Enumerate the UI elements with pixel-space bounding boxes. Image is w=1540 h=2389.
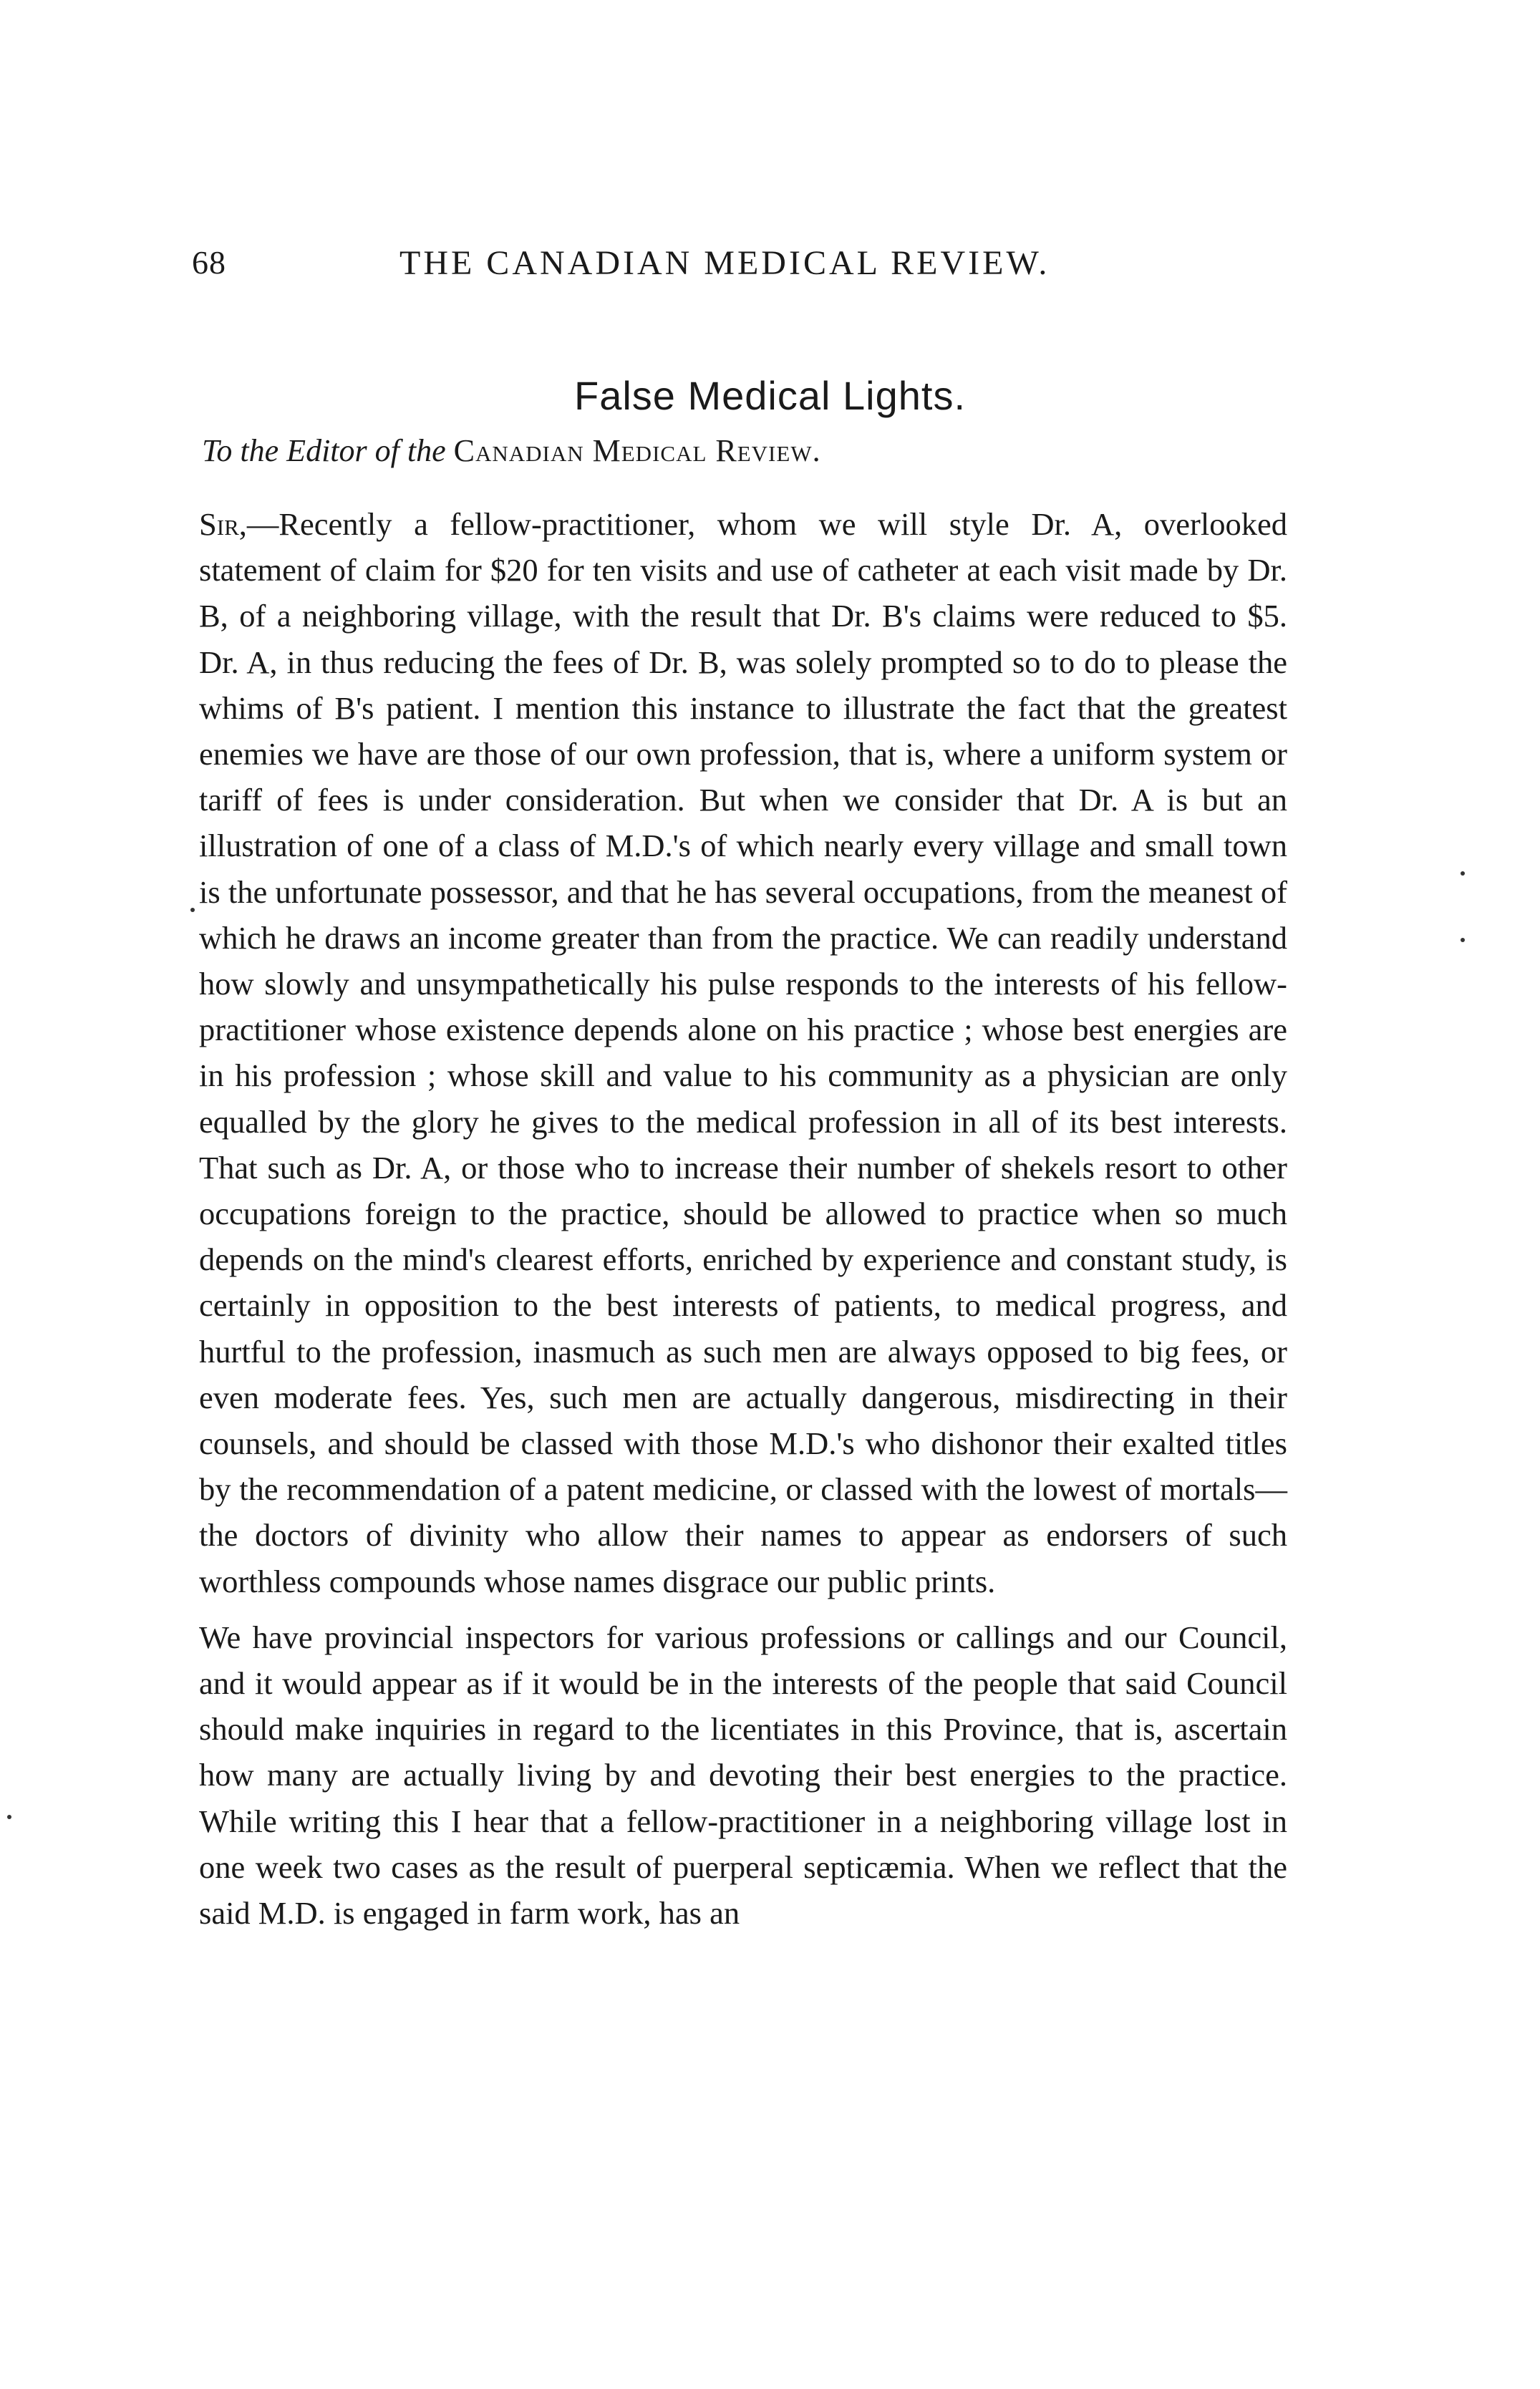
paragraph-2-text: We have provincial inspectors for various professions or callings and our Council, and it would appear as if it would be in the interests of the people that said Council should make inquiries in regard to the licentiates in this Province, that is, ascertain how many are actually living by and devoting their best energies to the practice. While writing this I hear that a fellow-practitioner in a neighboring village lost in one week two cases as the result of puerperal septicæmia. When we reflect that the said M.D. is engaged in farm work, has an xyxy=(199,1619,1287,1932)
paragraph-1-text: —Recently a fellow-practitioner, whom we will style Dr. A, overlooked statement of claim for $20 for ten visits and use of catheter at each visit made by Dr. B, of a neighboring village, with the result that Dr. B's claims were reduced to $5. Dr. A, in thus reducing the fees of Dr. B, was solely prompted so to do to please the whims of B's patient. I mention this instance to illustrate the fact that the greatest enemies we have are those of our own profession, that is, where a uniform system or tariff of fees is under consideration. But when we consider that Dr. A is but an illustration of one of a class of M.D.'s of which nearly every village and small town is the unfortunate possessor, and that he has several occupations, from the meanest of which he draws an income greater than from the practice. We can readily understand how slowly and unsympathetically his pulse responds to the interests of his fellow-practitioner whose existence depends alone on his practice ; whose best energies are in his profession ; whose skill and value to his community as a physician are only equalled by the glory he gives to the medical profession in all of its best interests. That such as Dr. A, or those who to increase their number of shekels resort to other occupations foreign to the practice, should be allowed to practice when so much depends on the mind's clearest efforts, enriched by experience and constant study, is certainly in opposition to the best interests of patients, to medical progress, and hurtful to the profession, inasmuch as such men are always opposed to big fees, or even moderate fees. Yes, such men are actually dangerous, misdirecting in their counsels, and should be classed with those M.D.'s who dishonor their exalted titles by the recommendation of a patent medicine, or classed with the lowest of mortals—the doctors of divinity who allow their names to appear as endorsers of such worthless compounds whose names disgrace our public prints. xyxy=(199,506,1287,1599)
scan-speck xyxy=(7,1815,11,1819)
scan-speck xyxy=(1461,871,1465,876)
page-number: 68 xyxy=(192,244,226,281)
scan-speck xyxy=(1461,938,1465,942)
addressee-italic: To the Editor of the xyxy=(202,433,446,468)
salutation: Sir, xyxy=(199,506,247,542)
addressee-line xyxy=(202,432,821,469)
article-title: False Medical Lights. xyxy=(573,373,966,418)
scan-speck xyxy=(190,908,195,912)
addressee-journal: Canadian Medical Review. xyxy=(453,433,821,468)
paragraph xyxy=(199,1614,1287,1936)
running-head xyxy=(192,243,1294,294)
journal-title: THE CANADIAN MEDICAL REVIEW. xyxy=(399,244,1050,282)
paragraph xyxy=(199,501,1287,1604)
article-body xyxy=(199,501,1287,1936)
